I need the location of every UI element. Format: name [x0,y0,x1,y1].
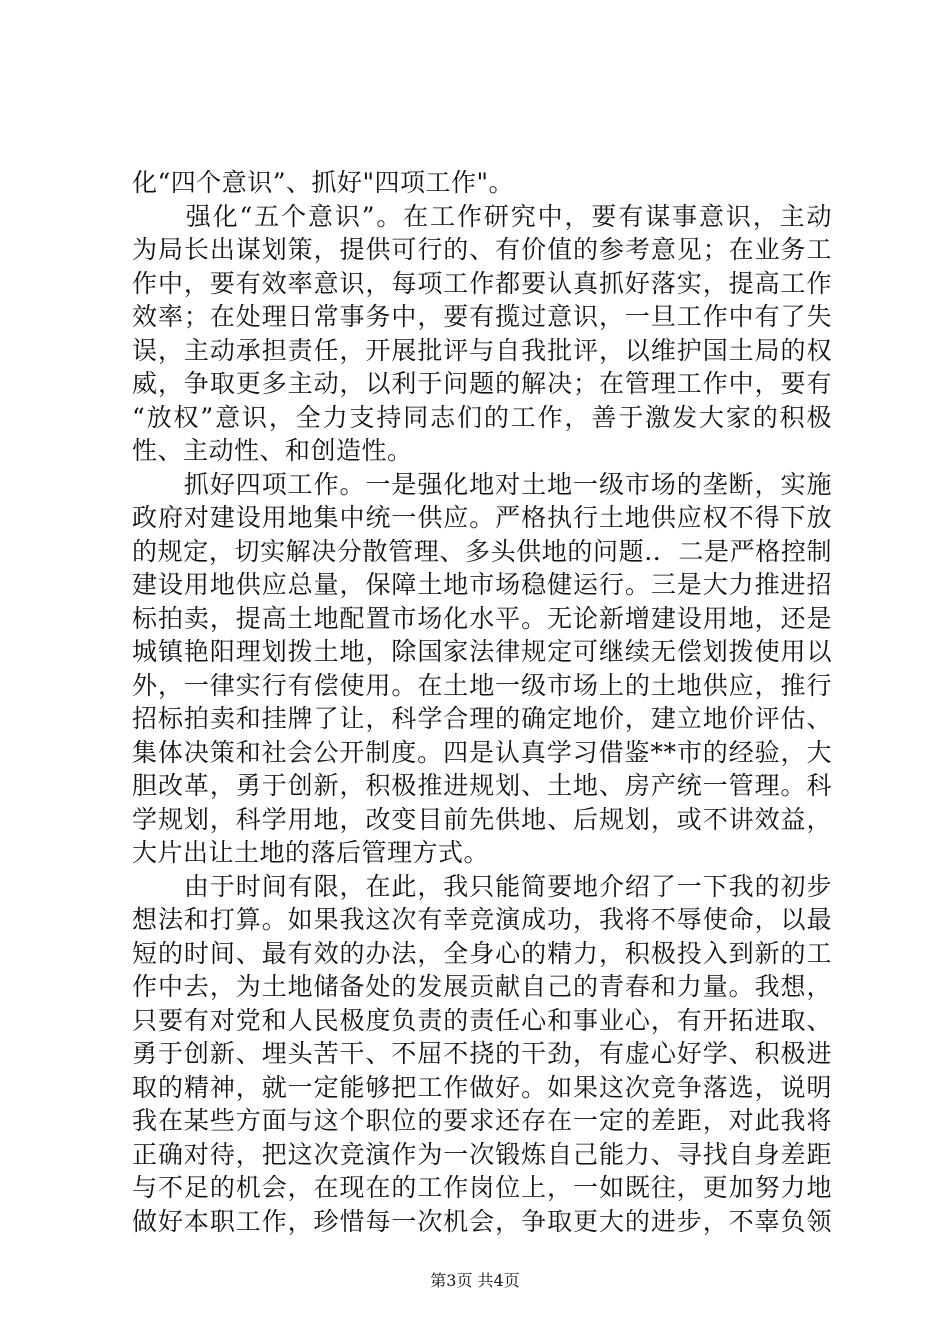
text-line: 作中，要有效率意识，每项工作都要认真抓好落实，提高工作 [132,268,832,298]
text-line: 城镇艳阳理划拨土地，除国家法律规定可继续无偿划拨使用以 [132,637,832,666]
text-line: 大片出让土地的落后管理方式。 [132,838,490,867]
text-line: 取的精神，就一定能够把工作做好。如果这次竞争落选，说明 [132,1072,832,1102]
text-line: 强化“五个意识”。在工作研究中，要有谋事意识，主动 [132,201,832,231]
text-line: 短的时间、最有效的办法，全身心的精力，积极投入到新的工 [132,938,832,968]
text-line: 胆改革，勇于创新，积极推进规划、土地、房产统一管理。科 [132,771,832,800]
text-line: 外，一律实行有偿使用。在土地一级市场上的土地供应，推行 [132,670,832,700]
text-line: 作中去，为土地储备处的发展贡献自己的青春和力量。我想， [132,972,832,1001]
text-line: 为局长出谋划策，提供可行的、有价值的参考意见；在业务工 [132,235,832,264]
text-line: 建设用地供应总量，保障土地市场稳健运行。三是大力推进招 [132,570,832,599]
text-line: 做好本职工作，珍惜每一次机会，争取更大的进步，不辜负领 [132,1206,832,1236]
text-line: 由于时间有限，在此，我只能简要地介绍了一下我的初步 [132,871,832,901]
text-line: 威，争取更多主动，以利于问题的解决；在管理工作中，要有 [132,369,832,398]
text-line: 标拍卖，提高土地配置市场化水平。无论新增建设用地，还是 [132,603,832,633]
text-line: 只要有对党和人民极度负责的责任心和事业心，有开拓进取、 [132,1005,832,1035]
text-line: 化“四个意识”、抓好"四项工作"。 [132,168,515,197]
document-body [132,166,832,1238]
text-line: 正确对待，把这次竞演作为一次锻炼自己能力、寻找自身差距 [132,1139,832,1169]
text-line: 效率；在处理日常事务中，要有揽过意识，一旦工作中有了失 [132,302,832,331]
text-line: “放权”意识，全力支持同志们的工作，善于激发大家的积极 [132,402,832,432]
text-line: 勇于创新、埋头苦干、不屈不挠的干劲，有虚心好学、积极进 [132,1039,832,1068]
text-line: 想法和打算。如果我这次有幸竞演成功，我将不辱使命，以最 [132,905,832,934]
text-line: 我在某些方面与这个职位的要求还存在一定的差距，对此我将 [132,1106,832,1135]
text-line: 的规定，切实解决分散管理、多头供地的问题.．二是严格控制 [132,536,832,566]
text-line: 集体决策和社会公开制度。四是认真学习借鉴**市的经验，大 [132,737,832,767]
page-footer: 第3页 共4页 [430,1271,520,1290]
text-line: 学规划，科学用地，改变目前先供地、后规划，或不讲效益， [132,804,832,834]
text-line: 误，主动承担责任，开展批评与自我批评，以维护国土局的权 [132,335,832,365]
text-line: 性、主动性、和创造性。 [132,436,413,465]
text-line: 抓好四项工作。一是强化地对土地一级市场的垄断，实施 [132,469,832,499]
text-line: 政府对建设用地集中统一供应。严格执行土地供应权不得下放 [132,503,832,532]
text-line: 与不足的机会，在现在的工作岗位上，一如既往，更加努力地 [132,1173,832,1202]
text-line: 招标拍卖和挂牌了让，科学合理的确定地价，建立地价评估、 [132,704,832,733]
